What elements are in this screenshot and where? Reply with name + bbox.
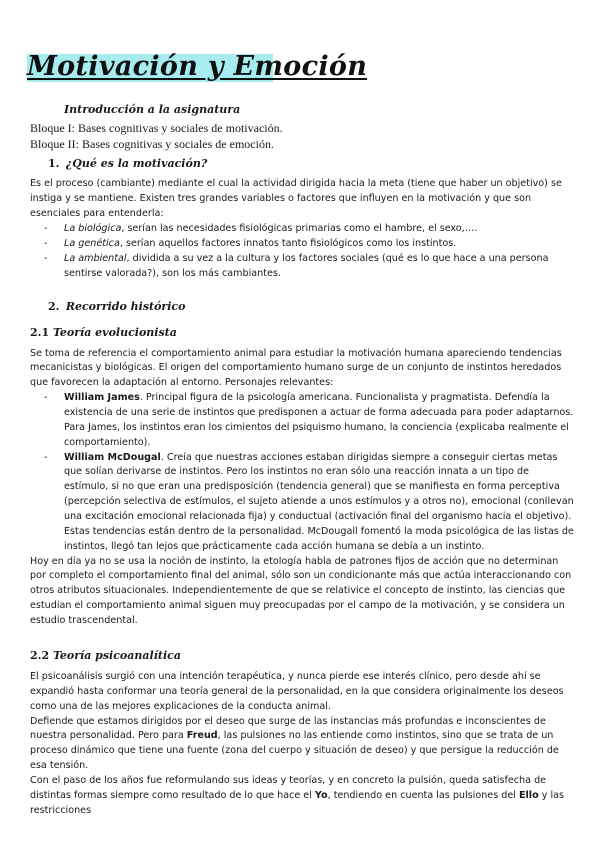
people-list (30, 391, 575, 554)
section-2-2-number: 2.2 (30, 648, 50, 662)
section-1-paragraph: Es el proceso (cambiante) mediante el cual la actividad dirigida hacia la meta (tiene que haber un objetivo) se instiga y se mantiene. Existen tres grandes variables o factores que influyen en la motivación y que son esenciales para entenderla: (30, 178, 562, 220)
section-1-number: 1. (48, 157, 60, 171)
list-item (64, 391, 575, 450)
text-run: Con el paso de los años fue reformulando sus ideas y teorías, y en concreto la pulsión, queda satisfecha de distintas formas siempre como resultado de lo que hace el (30, 774, 547, 801)
list-item (64, 222, 575, 237)
list-item (64, 252, 575, 282)
section-2-2-heading (30, 647, 575, 664)
person-name: William McDougal (64, 451, 161, 463)
person-name: William James (64, 392, 140, 404)
yo-term: Yo (314, 789, 328, 801)
factor-term: La ambiental (64, 252, 127, 264)
freud-name: Freud (186, 730, 218, 742)
document-body (30, 101, 575, 819)
section-2-1-closing: Hoy en día ya no se usa la noción de instinto, la etología habla de patrones fijos de acción que no determinan por completo el comportamiento final del animal, sólo son un condicionante más que actúa interaccionando con otros atributos situacionales. Independientemente de que se relativice el concepto de instinto, las ciencias que estudian el comportamiento animal siguen muy preocupadas por el campo de la motivación, y se considera un estudio trascendental. (30, 555, 572, 627)
section-2-heading (48, 298, 575, 315)
block-2: Bloque II: Bases cognitivas y sociales de emoción. (30, 137, 274, 152)
text-run: Defiende que estamos dirigidos por el deseo que surge de las instancias más profundas e inconscientes de nuestra personalidad. Pero para (30, 715, 546, 742)
section-1-heading (48, 155, 575, 172)
section-2-number: 2. (48, 300, 60, 314)
person-text: . Creía que nuestras acciones estaban dirigidas siempre a conseguir ciertas metas que solían derivarse de instintos. Pero los instintos no eran sólo una reacción innata a un tipo de estímulo, si no que eran una predisposición (tendencia general) que se manifiesta en forma perceptiva (percepción selectiva de estímulos, el sujeto atiende a unos estímulos y a otros no), emocional (conllevan una excitación emocional relacionada fija) y conductual (activación final del organismo hacia el objetivo). Estas tendencias están dentro de la personalidad. McDougall fomentó la moda psicológica de las listas de instintos, llegó tan lejos que prácticamente cada acción humana se debía a un instinto. (64, 451, 574, 552)
list-item (64, 237, 575, 252)
section-1-title: ¿Qué es la motivación? (65, 157, 208, 171)
text-run: , tendiendo en cuenta las pulsiones del (327, 789, 519, 801)
intro-heading: Introducción a la asignatura (64, 103, 241, 116)
factor-text: , serían las necesidades fisiológicas primarias como el hambre, el sexo,…. (121, 223, 478, 235)
section-2-1-heading (30, 324, 575, 341)
section-2-1-number: 2.1 (30, 325, 50, 339)
factor-term: La biológica (64, 223, 122, 235)
page-title: Motivación y Emoción (27, 51, 368, 82)
section-2-2-title: Teoría psicoanalítica (52, 648, 181, 662)
list-item (64, 451, 575, 555)
section-2-2-paragraph-2 (30, 715, 575, 774)
factor-text: , dividida a su vez a la cultura y los factores sociales (qué es lo que hace a una persona sentirse valorada?), son los más cambiantes. (64, 252, 549, 279)
ello-term: Ello (518, 789, 539, 801)
title-block (27, 46, 367, 88)
section-2-1-title: Teoría evolucionista (52, 325, 177, 339)
block-1: Bloque I: Bases cognitivas y sociales de motivación. (30, 121, 283, 136)
text-run: , las pulsiones no las entiende como instintos, sino que se trata de un proceso dinámico que tiene una fuente (zona del cuerpo y situación de deseo) y que persigue la reducción de esa tensión. (30, 730, 559, 772)
section-2-2-paragraph-3 (30, 774, 575, 819)
section-2-title: Recorrido histórico (65, 300, 186, 314)
section-2-1-paragraph: Se toma de referencia el comportamiento animal para estudiar la motivación humana apareciendo tendencias mecanicistas y biológicas. El origen del comportamiento humano surge de un conjunto de instintos heredados que favorecen la adaptación al entorno. Personajes relevantes: (30, 347, 562, 389)
person-text: . Principal figura de la psicología americana. Funcionalista y pragmatista. Defendía la existencia de una serie de instintos que predisponen a actuar de forma adecuada para poder adaptarnos. Para James, los instintos eran los cimientos del psiquismo humano, la conciencia (explicaba realmente el comportamiento). (64, 392, 574, 448)
factor-term: La genética (64, 237, 120, 249)
text-run: y las restricciones (30, 789, 565, 816)
section-2-2-paragraph-1: El psicoanálisis surgió con una intención terapéutica, y nunca pierde ese interés clínico, pero desde ahí se expandió hasta conformar una teoría general de la personalidad, en la que considera originalmente los deseos como una de las mejores explicaciones de la conducta animal. (30, 670, 564, 712)
factor-text: , serían aquellos factores innatos tanto fisiológicos como los instintos. (119, 237, 457, 249)
factors-list (30, 222, 575, 281)
